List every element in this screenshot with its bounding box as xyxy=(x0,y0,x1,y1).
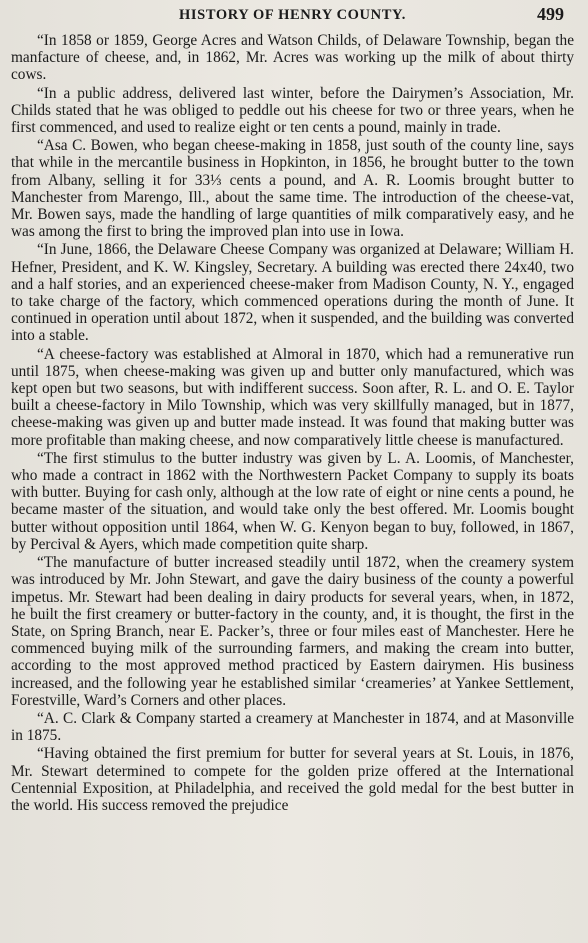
page-header xyxy=(11,0,574,32)
paragraph: “A cheese-factory was established at Almoral in 1870, which had a remunerative run until 1875, when cheese-making was given up and butter only manufactured, which was kept open but two seasons, but with indifferent success. Soon after, R. L. and O. E. Taylor built a cheese-factory in Milo Township, which was very skillfully managed, but in 1877, cheese-making was given up and butter made instead. It was found that making butter was more profitable than making cheese, and now comparatively little cheese is manufactured. xyxy=(11,345,574,449)
paragraph: “Asa C. Bowen, who began cheese-making in 1858, just south of the county line, says that while in the mercantile business in Hopkinton, in 1856, he brought butter to the town from Albany, selling it for 33⅓ cents a pound, and A. R. Loomis brought butter to Manchester from Marengo, Ill., about the same time. The introduction of the cheese-vat, Mr. Bowen says, made the handling of large quantities of milk comparatively easy, and he was among the first to bring the improved plan into use in Iowa. xyxy=(11,137,574,241)
page-number: 499 xyxy=(537,4,564,24)
body-text xyxy=(11,32,574,814)
paragraph: “A. C. Clark & Company started a creamery at Manchester in 1874, and at Masonville in 1875. xyxy=(11,709,574,745)
paragraph: “The first stimulus to the butter industry was given by L. A. Loomis, of Manchester, who made a contract in 1862 with the Northwestern Packet Company to supply its boats with butter. Buying for cash only, although at the low rate of eight or nine cents a pound, he became master of the situation, and would take only the best offered. Mr. Loomis bought butter without opposition until 1864, when W. G. Kenyon began to buy, followed, in 1867, by Percival & Ayers, which made competition quite sharp. xyxy=(11,449,574,553)
running-title: HISTORY OF HENRY COUNTY. xyxy=(179,7,406,23)
paragraph: “Having obtained the first premium for butter for several years at St. Louis, in 1876, Mr. Stewart determined to compete for the golden prize offered at the International Centennial Exposition, at Philadelphia, and received the gold medal for the best butter in the world. His success removed the prejudice xyxy=(11,745,574,814)
paragraph: “In June, 1866, the Delaware Cheese Company was organized at Delaware; William H. Hefner, President, and K. W. Kingsley, Secretary. A building was erected there 24x40, two and a half stories, and an experienced cheese-maker from Madison County, N. Y., engaged to take charge of the factory, which commenced operations during the month of June. It continued in operation until about 1872, when it suspended, and the building was converted into a stable. xyxy=(11,241,574,345)
paragraph: “In 1858 or 1859, George Acres and Watson Childs, of Delaware Township, began the manfacture of cheese, and, in 1862, Mr. Acres was working up the milk of about thirty cows. xyxy=(11,32,574,84)
paragraph: “The manufacture of butter increased steadily until 1872, when the creamery system was introduced by Mr. John Stewart, and gave the dairy business of the county a powerful impetus. Mr. Stewart had been dealing in dairy products for several years, when, in 1872, he built the first creamery or butter-factory in the county, and, it is thought, the first in the State, on Spring Branch, near E. Packer’s, three or four miles east of Manchester. Here he commenced buying milk of the surrounding farmers, and making the cream into butter, according to the most approved method practiced by Eastern dairymen. His business increased, and the following year he established similar ‘creameries’ at Yankee Settlement, Forestville, Ward’s Corners and other places. xyxy=(11,554,574,709)
paragraph: “In a public address, delivered last winter, before the Dairymen’s Association, Mr. Childs stated that he was obliged to peddle out his cheese for two or three years, when he first commenced, and used to realize eight or ten cents a pound, mainly in trade. xyxy=(11,84,574,137)
